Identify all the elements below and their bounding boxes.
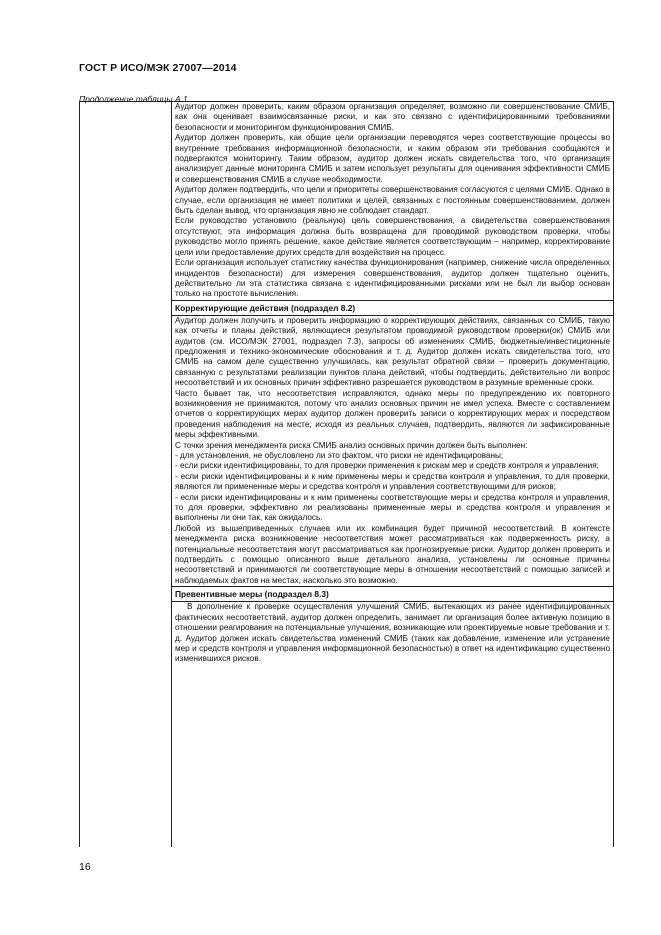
paragraph: Аудитор должен получить и проверить информацию о корректирующих действиях, связанных со СМИБ, такую как отчеты и планы действий, являющиеся результатом проводимой руководством проверки(ок) СМИБ или аудитов (см. ИСО/МЭК 27001, подраздел 7.3), запросы об изменениях СМИБ, бюджетные/инвестиционные предложения и технико-экономические обоснования и т. д. Аудитор должен искать свидетельства того, что СМИБ на самом деле существенно улучшилась, как результат обратной связи – проверить документацию, связанную с результатами реализации пунктов плана действий, чтобы подтвердить, действительно ли вопрос несоответствий и их основных причин эффективно разрешается руководством в разумные временные сроки. bbox=[175, 315, 610, 388]
paragraph: Аудитор должен проверить, каким образом организация определяет, возможно ли совершенствование СМИБ, как она оценивает взаимосвязанные риски, и как это связано с идентифицированными требованиями безопасности и мониторингом функционирования СМИБ. bbox=[175, 102, 610, 132]
paragraph: С точки зрения менеджмента риска СМИБ анализ основных причин должен быть выполнен: bbox=[175, 440, 528, 450]
table-right-column bbox=[172, 102, 613, 665]
section-title-corrective-actions: Корректирующие действия (подраздел 8.2) bbox=[172, 301, 613, 316]
table-left-column bbox=[80, 102, 172, 847]
paragraph: Аудитор должен подтвердить, что цели и приоритеты совершенствования согласуются с целями СМИБ. Однако в случае, если организация не имеет политики и целей, связанных с постоянным совершенствованием, должен быть сделан вывод, что организация явно не соблюдает стандарт. bbox=[175, 185, 610, 216]
improvement-text-cell bbox=[172, 102, 613, 301]
table-a1-continuation bbox=[79, 101, 614, 847]
preventive-actions-text-cell bbox=[172, 602, 613, 664]
page-number: 16 bbox=[79, 861, 91, 873]
list-item: - если риски идентифицированы и к ним применены меры и средства контроля и управления, то для проверки, являются ли примененные меры и средства контроля и управления соответствующими для рисков; bbox=[175, 471, 610, 492]
corrective-actions-text-cell bbox=[172, 316, 613, 588]
paragraph: Если руководство установило (реальную) цель совершенствования, а свидетельства совершенствования отсутствуют, эта информация должна быть возвращена для проводимой руководством проверки, чтобы руководство могло принять решение, какое действие является соответствующим – например, корректирование цели или предоставление других средств для воздействия на процесс. bbox=[175, 216, 610, 257]
list-item: - если риски идентифицированы, то для проверки применения к рискам мер и средств контроля и управления; bbox=[175, 461, 599, 471]
paragraph: В дополнение к проверке осуществления улучшений СМИБ, вытекающих из ранее идентифицированных фактических несоответствий, аудитор должен определить, занимает ли организация более активную позицию в отношении реагирования на потенциальные улучшения, возникающие или проектируемые новые требования и т. д. Аудитор должен искать свидетельства изменений СМИБ (таких как добавление, изменение или устранение мер и средств контроля и управления информационной безопасностью) в ответ на идентификацию существенно изменившихся рисков. bbox=[175, 602, 610, 664]
table-caption: Продолжение таблицы А.1 bbox=[79, 94, 188, 104]
paragraph: Часто бывает так, что несоответствия исправляются, однако меры по предупреждению их повторного возникновения не принимаются, потому что анализ основных причин не имел успеха. Вместе с составлением отчетов о корректирующих мерах аудитор должен проверить записи о корректирующих мерах и посредством проведения наблюдения на месте, исходя из реальных случаев, подтвердить, являются ли зафиксированные меры эффективными. bbox=[175, 388, 610, 440]
list-item: - если риски идентифицированы и к ним применены соответствующие меры и средства контроля и управления, то для проверки, эффективно ли реализованы примененные меры и средства контроля и управления и выполнены ли они так, как ожидалось. bbox=[175, 492, 610, 523]
document-header: ГОСТ Р ИСО/МЭК 27007—2014 bbox=[79, 62, 237, 74]
section-title-preventive-actions: Превентивные меры (подраздел 8.3) bbox=[172, 587, 613, 602]
list-item: - для установления, не обусловлено ли это фактом, что риски не идентифицированы; bbox=[175, 451, 504, 460]
paragraph: Если организация использует статистику качества функционирования (например, снижение числа определенных инцидентов безопасности) для измерения совершенствования, аудитор должен тщательно оценить, действительно ли эта статистика связана с идентифицированными рисками или не был ли выбор основан только на простоте вычисления. bbox=[175, 258, 610, 299]
paragraph: Аудитор должен проверить, как общие цели организации переводятся через соответствующие процессы во внутренние требования информационной безопасности, и каким образом эти требования сообщаются и подвергаются мониторингу. Таким образом, аудитор должен искать свидетельства того, что организация анализирует данные мониторинга СМИБ и затем использует результаты для оценивания эффективности СМИБ и совершенствования СМИБ в случае необходимости. bbox=[175, 133, 610, 184]
paragraph: Любой из вышеприведенных случаев или их комбинация будет причиной несоответствий. В контексте менеджмента риска возникновение несоответствия может рассматриваться как подверженность риску, а потенциальные несоответствия могут рассматриваться как прогнозируемые риски. Аудитор должен проверить и подтвердить с помощью описанного выше детального анализа, установлены ли основные причины несоответствий и принимаются ли соответствующие меры в отношении несоответствий с помощью записей и наблюдаемых фактов на местах, насколько это возможно. bbox=[175, 523, 610, 585]
